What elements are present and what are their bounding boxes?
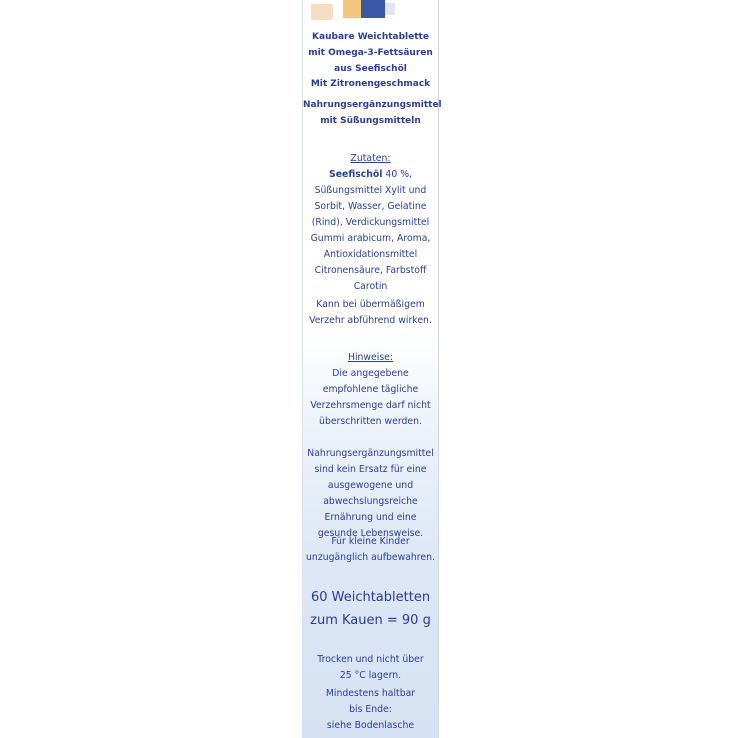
product-description-line: mit Omega-3-Fettsäuren [308,48,433,58]
ingredients-line: Antioxidationsmittel [323,249,418,260]
children-warning [303,534,438,566]
notes-line: empfohlene tägliche [322,384,419,395]
no-substitute-line: sind kein Ersatz für eine [314,464,427,475]
notes-line: Verzehrsmenge darf nicht [310,400,431,411]
ingredients-line: Süßungsmittel Xylit und [314,185,427,196]
storage-line: 25 °C lagern. [339,670,402,681]
ingredients-line: Carotin [353,281,388,292]
notes-heading: Hinweise: [347,352,394,363]
product-description-line: aus Seefischöl [334,64,407,74]
package-side-panel [302,0,442,738]
product-description [303,29,438,77]
laxative-line: Kann bei übermäßigem [316,299,425,310]
no-substitute-block [303,446,438,542]
ingredient-fish-oil-percent: 40 %, [382,169,412,180]
package-top-artwork [303,0,438,22]
ingredient-fish-oil: Seefischöl [329,169,383,180]
ingredients-line: Citronensäure, Farbstoff [314,265,427,276]
notes-line: Die angegebene [332,368,409,379]
ingredients-line: (Rind), Verdickungsmittel [311,217,430,228]
supplement-line: mit Süßungsmitteln [320,116,421,126]
top-artwork-patch-peach [311,4,333,20]
supplement-label [303,97,442,129]
best-before-line: siehe Bodenlasche [326,720,415,731]
notes-block [303,350,438,430]
product-description-line: Kaubare Weichtablette [312,32,429,42]
ingredients-line: Sorbit, Wasser, Gelatine [314,201,427,212]
flavor-line: Mit Zitronengeschmack [310,79,431,89]
best-before-line: bis Ende: [349,704,392,715]
quantity-line: zum Kauen = 90 g [310,613,431,628]
ingredients-block [303,151,438,295]
quantity-statement [303,586,438,632]
top-artwork-patch-blue [361,0,385,18]
storage-line: Trocken und nicht über [317,654,424,665]
ingredients-first-line [303,167,438,183]
quantity-line: 60 Weichtabletten [310,590,431,605]
no-substitute-line: gesunde Lebensweise. [317,528,424,539]
best-before-line: Mindestens haltbar [325,688,416,699]
best-before-block [303,686,438,734]
flavor-text [303,76,438,92]
ingredients-heading: Zutaten: [350,153,391,164]
laxative-line: Verzehr abführend wirken. [309,315,432,326]
ingredients-line: Gummi arabicum, Aroma, [310,233,431,244]
top-artwork-patch-yellow [343,0,361,18]
notes-line: überschritten werden. [319,416,422,427]
top-artwork-patch-light [385,3,395,15]
no-substitute-line: abwechslungsreiche [323,496,418,507]
supplement-line: Nahrungsergänzungsmittel [303,100,442,110]
storage-instructions [303,652,438,684]
no-substitute-line: Nahrungsergänzungsmittel [307,448,434,459]
laxative-warning [303,297,438,329]
no-substitute-line: ausgewogene und [327,480,414,491]
no-substitute-line: Ernährung und eine [324,512,417,523]
children-line: Für kleine Kinder [331,536,410,547]
children-line: unzugänglich aufbewahren. [306,552,435,563]
